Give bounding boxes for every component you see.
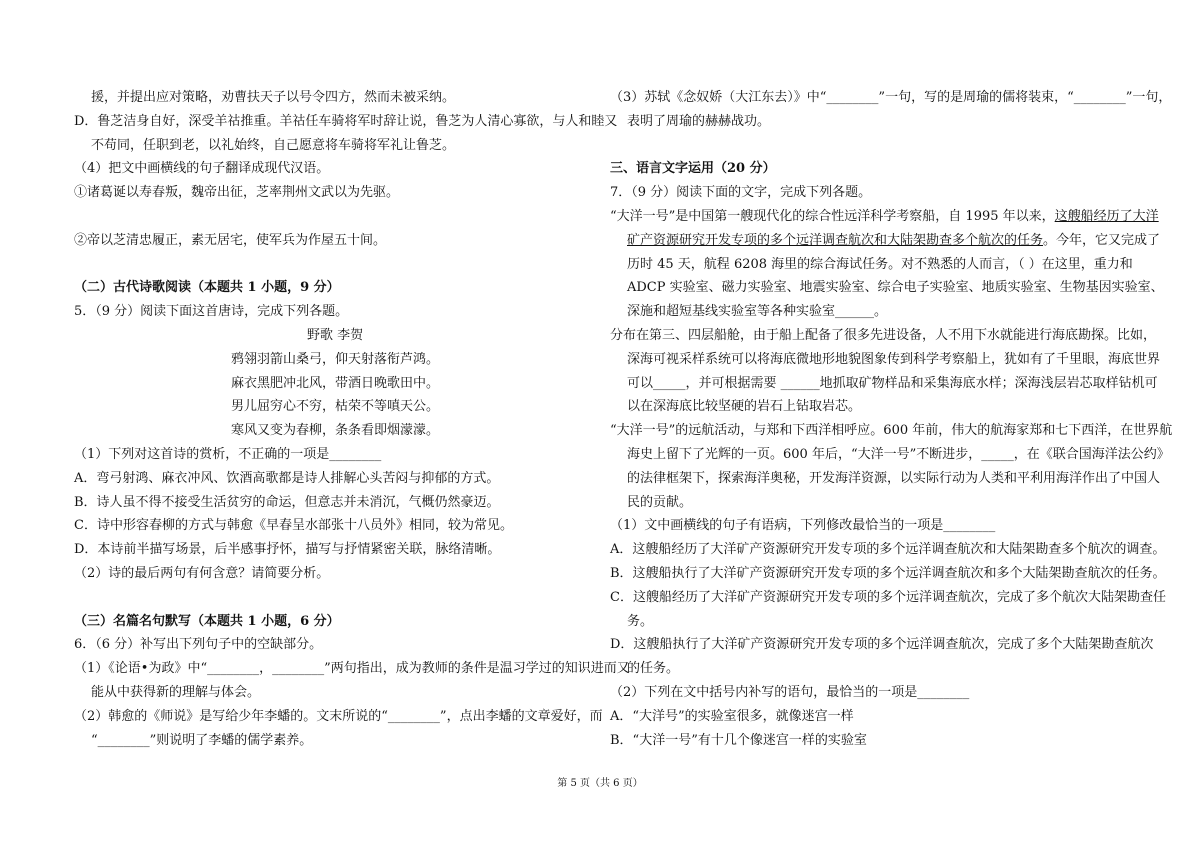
page-footer: 第 5 页（共 6 页）	[557, 778, 643, 789]
option-a: A．弯弓射鸿、麻衣冲风、饮酒高歌都是诗人排解心头苦闷与抑郁的方式。	[74, 470, 500, 486]
passage-line: ADCP 实验室、磁力实验室、地震实验室、综合电子实验室、地质实验室、生物基因实验室、	[627, 280, 1164, 296]
passage-line: 民的贡献。	[627, 494, 693, 510]
underlined-sentence: 矿产资源研究开发专项的多个远洋调查航次和大陆架勘查多个航次的任务	[627, 232, 1044, 248]
poem-verse: 鸦翎羽箭山桑弓，仰天射落衔芦鸿。	[231, 351, 440, 367]
passage-line: 历时 45 天，航程 6208 海里的综合海试任务。对不熟悉的人而言，（ ）在这里，重力和	[627, 256, 1133, 272]
passage-line: 可以_____，并可根据需要 ______地抓取矿物样品和采集海底水样；深海浅层岩芯取样钻机可	[627, 375, 1158, 391]
question-6-prompt: 6．（6 分）补写出下列句子中的空缺部分。	[74, 637, 323, 653]
right-column	[610, 86, 1173, 752]
question-5-prompt: 5．（9 分）阅读下面这首唐诗，完成下列各题。	[74, 304, 349, 320]
option-c: C．诗中形容春柳的方式与韩愈《早春呈水部张十八员外》相同，较为常见。	[74, 518, 513, 534]
section-heading-poetry: （二）古代诗歌阅读（本题共 1 小题，9 分）	[74, 280, 340, 296]
question-6-2-line-2: “________”则说明了李蟠的儒学素养。	[91, 732, 313, 748]
poem-verse: 寒风又变为春柳，条条看即烟濛濛。	[231, 423, 440, 439]
option-d: D．本诗前半描写场景，后半感事抒怀，描写与抒情紧密关联，脉络清晰。	[74, 542, 501, 558]
option-d: D．这艘船执行了大洋矿产资源研究开发专项的多个远洋调查航次，完成了多个大陆架勘查航次	[610, 637, 1154, 653]
question-6-1-line-2: 能从中获得新的理解与体会。	[91, 684, 261, 700]
option-d-line-1: D．鲁芝洁身自好，深受羊祜推重。羊祜任车骑将军时辞让说，鲁芝为人清心寡欲，与人和睦又	[74, 113, 618, 129]
option-b: B．诗人虽不得不接受生活贫穷的命运，但意志并未消沉，气概仍然豪迈。	[74, 494, 500, 510]
passage-text: 。今年，它又完成了	[1043, 232, 1161, 248]
passage-line: “大洋一号”的远航活动，与郑和下西洋相呼应。600 年前，伟大的航海家郑和七下西洋，在世界航	[610, 423, 1173, 439]
question-4-prompt: （4）把文中画横线的句子翻译成现代汉语。	[74, 161, 330, 177]
question-7-2-prompt: （2）下列在文中括号内补写的语句，最恰当的一项是________	[610, 684, 970, 700]
section-heading-language: 三、语言文字运用（20 分）	[610, 161, 776, 177]
question-5-1-prompt: （1）下列对这首诗的赏析，不正确的一项是________	[74, 446, 382, 462]
underlined-sentence: 这艘船经历了大洋	[1054, 208, 1159, 224]
passage-line: 的法律框架下，探索海洋奥秘，开发海洋资源，以实际行动为人类和平利用海洋作出了中国人	[627, 470, 1161, 486]
passage-line: 深施和超短基线实验室等各种实验室______。	[627, 304, 888, 320]
option-b: B．这艘船执行了大洋矿产资源研究开发专项的多个远洋调查航次和多个大陆架勘查航次的任务。	[610, 565, 1166, 581]
text-line: 援，并提出应对策略，劝曹扶天子以号令四方，然而未被采纳。	[91, 90, 456, 105]
option-d-line-2: 不苟同，任职到老，以礼始终，自己愿意将车骑将军礼让鲁芝。	[91, 137, 456, 153]
question-6-3-line-2: 表明了周瑜的赫赫战功。	[627, 113, 771, 129]
passage-line: 海史上留下了光辉的一页。600 年后，“大洋一号”不断进步，_____，在《联合国海洋法公约》	[627, 446, 1170, 462]
poem-title: 野歌 李贺	[307, 327, 364, 343]
translation-sentence-1: ①诸葛诞以寿春叛，魏帝出征，芝率荆州文武以为先驱。	[74, 185, 400, 201]
option-a: A．这艘船经历了大洋矿产资源研究开发专项的多个远洋调查航次和大陆架勘查多个航次的调查。	[610, 542, 1166, 558]
option-c-continued: 务。	[627, 613, 654, 629]
passage-text: “大洋一号”是中国第一艘现代化的综合性远洋科学考察船，自 1995 年以来，	[610, 208, 1055, 224]
poem-verse: 麻衣黑肥冲北风，带酒日晚歌田中。	[231, 375, 440, 391]
question-7-1-prompt: （1）文中画横线的句子有语病，下列修改最恰当的一项是________	[610, 518, 996, 534]
section-heading-recitation: （三）名篇名句默写（本题共 1 小题，6 分）	[74, 613, 340, 629]
translation-sentence-2: ②帝以芝清忠履正，素无居宅，使军兵为作屋五十间。	[74, 232, 387, 248]
passage-line: 深海可视采样系统可以将海底微地形地貌图象传到科学考察船上，犹如有了千里眼，海底世界	[627, 351, 1161, 367]
option-d-continued: 的任务。	[627, 661, 680, 677]
passage-line: 分布在第三、四层船舱，由于船上配备了很多先进设备，人不用下水就能进行海底勘探。比如，	[610, 327, 1157, 343]
passage-line	[610, 205, 1158, 229]
poem-verse: 男儿屈穷心不穷，枯荣不等嗔天公。	[231, 399, 440, 415]
option-a: A．“大洋号”的实验室很多，就像迷宫一样	[610, 708, 854, 724]
option-c: C．这艘船经历了大洋矿产资源研究开发专项的多个远洋调查航次，完成了多个航次大陆架勘查任	[610, 589, 1166, 605]
question-5-2-prompt: （2）诗的最后两句有何含意？请简要分析。	[74, 565, 330, 581]
question-7-prompt: 7．（9 分）阅读下面的文字，完成下列各题。	[610, 185, 872, 201]
question-6-2-line-1: （2）韩愈的《师说》是写给少年李蟠的。文末所说的“________”，点出李蟠的文章爱好，而	[74, 708, 603, 724]
left-column	[74, 86, 630, 752]
question-6-3-line-1: （3）苏轼《念奴娇（大江东去）》中“________”一句，写的是周瑜的儒将装束，“________”一句，	[610, 90, 1172, 105]
question-6-1-line-1: （1）《论语•为政》中“________，________”两句指出，成为教师的条件是温习学过的知识进而又	[74, 661, 630, 677]
passage-line	[610, 229, 1161, 253]
option-b: B．“大洋一号”有十几个像迷宫一样的实验室	[610, 732, 867, 748]
passage-line: 以在深海底比较坚硬的岩石上钻取岩芯。	[627, 399, 862, 415]
